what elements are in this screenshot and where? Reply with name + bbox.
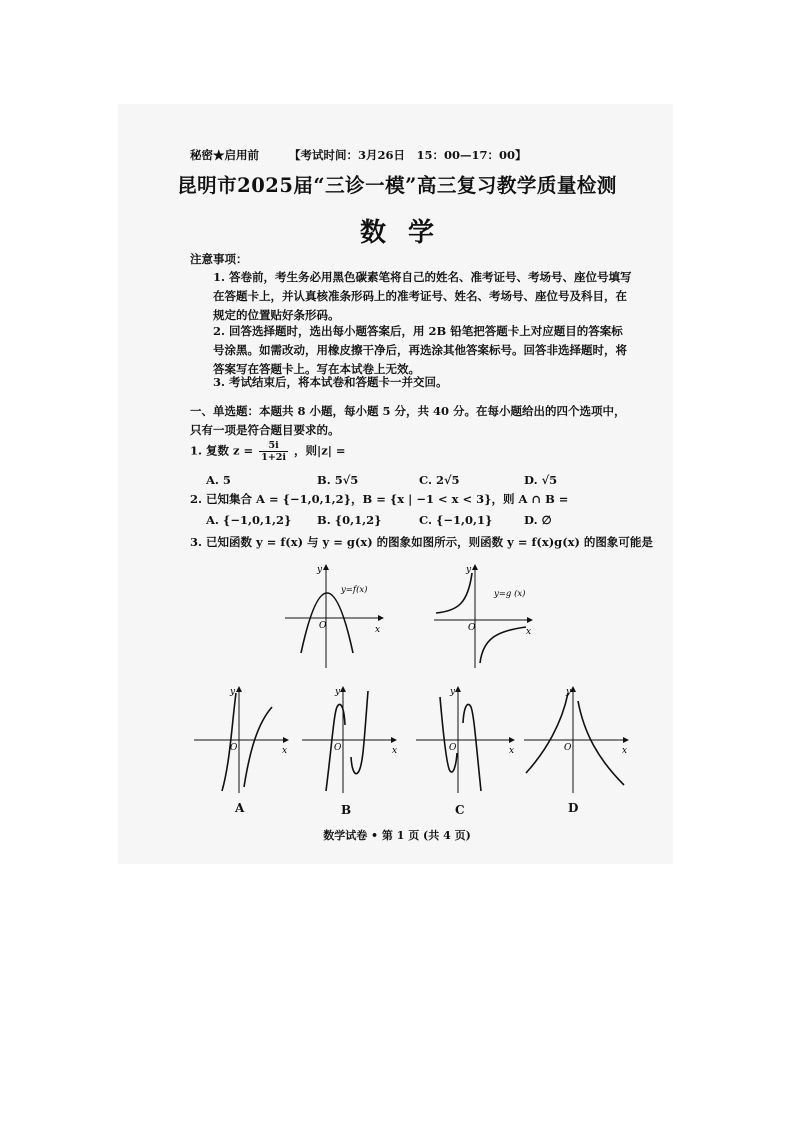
choice-label-b: B xyxy=(341,803,352,817)
c-curve-right xyxy=(463,704,481,791)
d-curve-right xyxy=(578,701,624,785)
q1-numerator: 5i xyxy=(259,440,288,452)
c-y-label: y xyxy=(450,687,456,697)
a-x-label: x xyxy=(282,746,288,756)
a-y-label: y xyxy=(230,687,236,697)
b-x-label: x xyxy=(392,746,398,756)
question-1 xyxy=(190,440,346,463)
f-origin-label: O xyxy=(319,621,327,631)
f-curve xyxy=(301,593,353,653)
g-curve-right xyxy=(480,627,526,663)
question-3: 3. 已知函数 y = f(x) 与 y = g(x) 的图象如图所示，则函数 y = f(x)g(x) 的图象可能是 xyxy=(190,535,653,549)
g-curve-left xyxy=(436,573,472,613)
b-curve-right xyxy=(351,691,368,774)
graph-f xyxy=(283,561,395,671)
d-curve-left xyxy=(526,693,568,773)
exam-header-line xyxy=(190,147,527,163)
q1-prefix: 1. 复数 z = xyxy=(190,443,254,458)
q1-option-d: D. √5 xyxy=(524,473,558,487)
exam-time: 【考试时间：3月26日 15：00—17：00】 xyxy=(289,148,527,162)
f-function-label: y=f(x) xyxy=(341,585,368,595)
q1-option-a: A. 5 xyxy=(206,473,231,487)
a-origin-label: O xyxy=(230,743,238,753)
f-y-label: y xyxy=(317,565,323,575)
b-y-label: y xyxy=(335,687,341,697)
q1-suffix: ，则|z| = xyxy=(294,443,346,458)
notice-item-1: 1. 答卷前，考生务必用黑色碳素笔将自己的姓名、准考证号、考场号、座位号填写在答题卡上，并认真核准条形码上的准考证号、姓名、考场号、座位号及科目，在规定的位置贴好条形码。 xyxy=(213,270,632,322)
g-function-label: y=g (x) xyxy=(494,589,526,599)
c-origin-label: O xyxy=(449,743,457,753)
q2-option-c: C. {−1,0,1} xyxy=(419,513,493,527)
section-heading: 一、单选题：本题共 8 小题，每小题 5 分，共 40 分。在每小题给出的四个选项中，只有一项是符合题目要求的。 xyxy=(190,404,626,437)
a-curve-right xyxy=(244,707,272,787)
f-x-label: x xyxy=(375,625,381,635)
b-origin-label: O xyxy=(334,743,342,753)
d-y-label: y xyxy=(566,687,572,697)
a-curve-left xyxy=(222,693,236,791)
q1-fraction xyxy=(259,440,288,463)
notice-item-3: 3. 考试结束后，将本试卷和答题卡一并交回。 xyxy=(213,375,448,389)
graph-option-a xyxy=(192,683,296,795)
g-x-label: x xyxy=(526,627,532,637)
c-curve-left xyxy=(440,697,457,772)
exam-title: 昆明市2025届“三诊一模”高三复习教学质量检测 xyxy=(177,174,617,197)
graph-g xyxy=(432,561,540,671)
q2-option-a: A. {−1,0,1,2} xyxy=(206,513,292,527)
q1-denominator: 1+2i xyxy=(261,452,286,463)
graph-option-d xyxy=(522,683,634,795)
choice-label-d: D xyxy=(568,801,579,815)
q2-option-d: D. ∅ xyxy=(524,513,552,527)
subject-title: 数学 xyxy=(359,218,456,248)
choice-label-c: C xyxy=(455,803,465,817)
question-2: 2. 已知集合 A = {−1,0,1,2}，B = {x | −1 < x < 3}，则 A ∩ B = xyxy=(190,492,569,506)
q1-option-c: C. 2√5 xyxy=(419,473,460,487)
g-origin-label: O xyxy=(468,623,476,633)
secret-label: 秘密★启用前 xyxy=(190,148,259,162)
c-x-label: x xyxy=(509,746,515,756)
q2-option-b: B. {0,1,2} xyxy=(317,513,382,527)
d-origin-label: O xyxy=(564,743,572,753)
page-footer: 数学试卷 • 第 1 页 (共 4 页) xyxy=(323,829,471,842)
graph-option-b xyxy=(300,683,404,795)
q1-option-b: B. 5√5 xyxy=(317,473,359,487)
choice-label-a: A xyxy=(235,801,245,815)
graph-option-c xyxy=(414,683,518,795)
d-x-label: x xyxy=(622,746,628,756)
notice-heading: 注意事项： xyxy=(190,252,248,266)
notice-item-2: 2. 回答选择题时，选出每小题答案后，用 2B 铅笔把答题卡上对应题目的答案标号涂黑。如需改动，用橡皮擦干净后，再选涂其他答案标号。回答非选择题时，将答案写在答题卡上。写在本试卷上无效。 xyxy=(213,324,627,376)
g-y-label: y xyxy=(466,565,472,575)
